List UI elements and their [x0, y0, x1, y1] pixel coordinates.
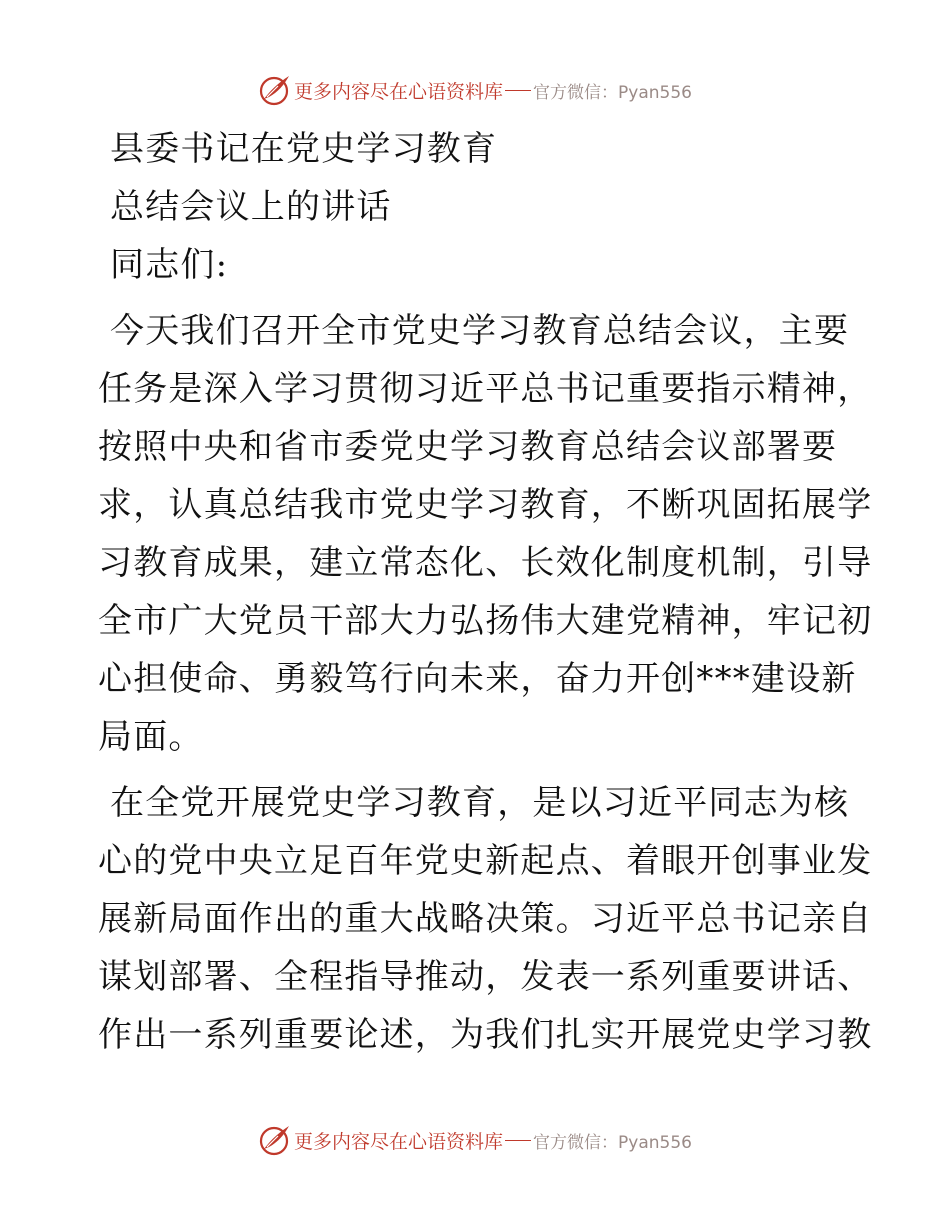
feather-pen-icon: [258, 73, 292, 107]
paragraph-line: 今天我们召开全市党史学习教育总结会议，主要: [110, 311, 850, 351]
watermark-gray-text: 官方微信：Pyan556: [533, 1132, 692, 1153]
paragraph-2: [98, 774, 873, 1064]
paragraph-line: 展新局面作出的重大战略决策。习近平总书记亲自: [98, 899, 873, 939]
paragraph-line: 全市广大党员干部大力弘扬伟大建党精神，牢记初: [98, 601, 873, 641]
paragraph-1: [98, 302, 873, 766]
paragraph-line: 心担使命、勇毅笃行向未来，奋力开创***建设新: [98, 659, 857, 699]
footer-watermark: [0, 1120, 950, 1160]
watermark-dash: [505, 90, 531, 91]
paragraph-line: 按照中央和省市委党史学习教育总结会议部署要: [98, 427, 838, 467]
document-page: [98, 120, 873, 1064]
paragraph-line: 作出一系列重要论述，为我们扎实开展党史学习教: [98, 1015, 873, 1055]
paragraph-line: 求，认真总结我市党史学习教育，不断巩固拓展学: [98, 485, 873, 525]
watermark-gray-text: 官方微信：Pyan556: [533, 82, 692, 103]
watermark-red-text: 更多内容尽在心语资料库: [294, 80, 504, 103]
paragraph-line: 局面。: [98, 717, 204, 757]
watermark-dash: [505, 1140, 531, 1141]
salutation: 同志们:: [110, 245, 229, 285]
title-line-2: 总结会议上的讲话: [110, 187, 392, 227]
paragraph-line: 在全党开展党史学习教育，是以习近平同志为核: [110, 783, 850, 823]
watermark-red-text: 更多内容尽在心语资料库: [294, 1130, 504, 1153]
paragraph-line: 谋划部署、全程指导推动，发表一系列重要讲话、: [98, 957, 873, 997]
paragraph-line: 心的党中央立足百年党史新起点、着眼开创事业发: [98, 841, 873, 881]
title-line-1: 县委书记在党史学习教育: [110, 129, 498, 169]
feather-pen-icon: [258, 1123, 292, 1157]
paragraph-line: 习教育成果，建立常态化、长效化制度机制，引导: [98, 543, 873, 583]
header-watermark: [0, 70, 950, 110]
paragraph-line: 任务是深入学习贯彻习近平总书记重要指示精神，: [98, 369, 873, 409]
